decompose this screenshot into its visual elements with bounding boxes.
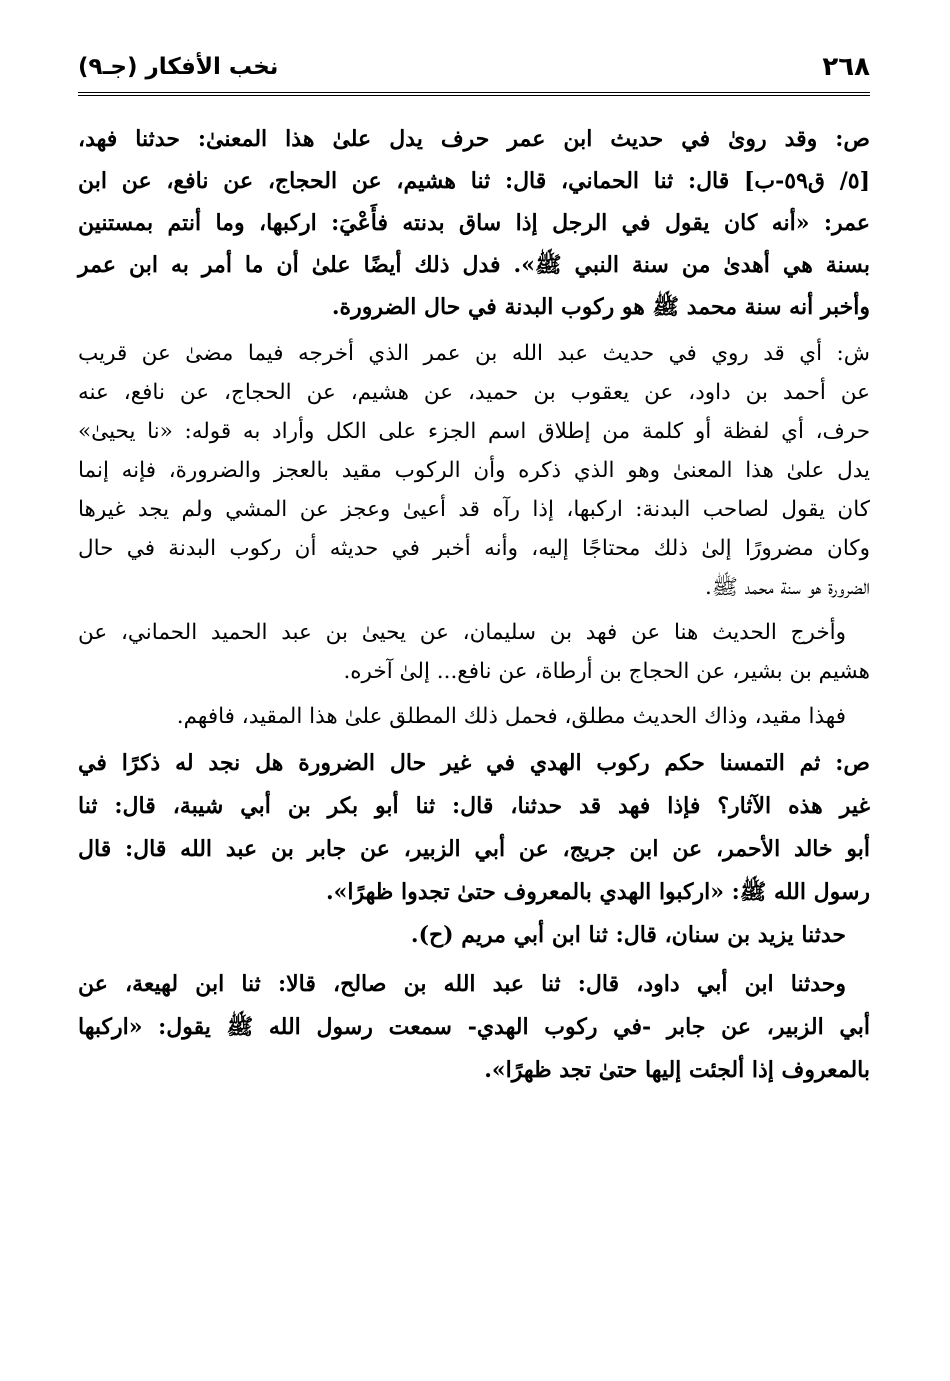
text-line: يدل علىٰ هذا المعنىٰ وهو الذي ذكره وأن الركوب مقيد بالعجز والضرورة، فإنه إنما	[78, 458, 870, 483]
text-paragraph	[78, 963, 870, 1092]
running-header	[78, 52, 870, 96]
book-title: نخب الأفكار (جـ٩)	[78, 54, 279, 80]
text-line: بسنة هي أهدىٰ من سنة النبي ﷺ». فدل ذلك أيضًا علىٰ أن ما أمر به ابن عمر	[78, 252, 870, 278]
text-line: عن أحمد بن داود، عن يعقوب بن حميد، عن هشيم، عن الحجاج، عن نافع، عنه	[78, 380, 870, 405]
text-line: حرف، أي لفظة أو كلمة من إطلاق اسم الجزء على الكل وأراد به قوله: «نا يحيىٰ»	[78, 419, 870, 444]
text-line: بالمعروف إذا ألجئت إليها حتىٰ تجد ظهرًا».	[484, 1057, 870, 1083]
text-line: ص: وقد روىٰ في حديث ابن عمر حرف يدل علىٰ هذا المعنىٰ: حدثنا فهد،	[78, 126, 870, 152]
text-line: عمر: «أنه كان يقول في الرجل إذا ساق بدنته فأَعْيَ: اركبها، وما أنتم بمستنين	[78, 210, 870, 236]
text-line: ش: أي قد روي في حديث عبد الله بن عمر الذي أخرجه فيما مضىٰ عن قريب	[78, 341, 870, 366]
text-line: كان يقول لصاحب البدنة: اركبها، إذا رآه قد أعيىٰ وعجز عن المشي ولم يجد غيرها	[78, 497, 870, 522]
text-line: ص: ثم التمسنا حكم ركوب الهدي في غير حال الضرورة هل نجد له ذكرًا في	[78, 750, 870, 776]
text-line: هشيم بن بشير، عن الحجاج بن أرطاة، عن نافع... إلىٰ آخره.	[343, 659, 870, 684]
text-line: وأخرج الحديث هنا عن فهد بن سليمان، عن يحيىٰ بن عبد الحميد الحماني، عن	[78, 620, 846, 645]
text-line: وحدثنا ابن أبي داود، قال: ثنا عبد الله بن صالح، قالا: ثنا ابن لهيعة، عن	[78, 971, 846, 997]
text-line: أبي الزبير، عن جابر -في ركوب الهدي- سمعت رسول الله ﷺ يقول: «اركبها	[78, 1014, 870, 1040]
page-number: ٢٦٨	[822, 52, 870, 82]
text-line: حدثنا يزيد بن سنان، قال: ثنا ابن أبي مريم (ح).	[410, 922, 846, 948]
page-body	[78, 118, 870, 1092]
commentary-paragraph	[78, 334, 870, 607]
commentary-paragraph	[78, 697, 870, 736]
text-line: وأخبر أنه سنة محمد ﷺ هو ركوب البدنة في حال الضرورة.	[331, 294, 870, 320]
text-line: [٥/ ق٥٩-ب] قال: ثنا الحماني، قال: ثنا هشيم، عن الحجاج، عن نافع، عن ابن	[78, 168, 870, 194]
text-line: الضرورة هو سنة محمد ﷺ.	[704, 575, 870, 600]
text-paragraph	[78, 914, 870, 957]
text-paragraph	[78, 118, 870, 328]
text-line: فهذا مقيد، وذاك الحديث مطلق، فحمل ذلك المطلق علىٰ هذا المقيد، فافهم.	[176, 704, 846, 729]
text-line: رسول الله ﷺ: «اركبوا الهدي بالمعروف حتىٰ تجدوا ظهرًا».	[326, 879, 870, 905]
text-line: وكان مضرورًا إلىٰ ذلك محتاجًا إليه، وأنه أخبر في حديثه أن ركوب البدنة في حال	[78, 536, 870, 561]
text-line: أبو خالد الأحمر، عن ابن جريج، عن أبي الزبير، عن جابر بن عبد الله قال: قال	[78, 836, 870, 862]
commentary-paragraph	[78, 613, 870, 691]
text-paragraph	[78, 742, 870, 914]
text-line: غير هذه الآثار؟ فإذا فهد قد حدثنا، قال: ثنا أبو بكر بن أبي شيبة، قال: ثنا	[78, 793, 870, 819]
